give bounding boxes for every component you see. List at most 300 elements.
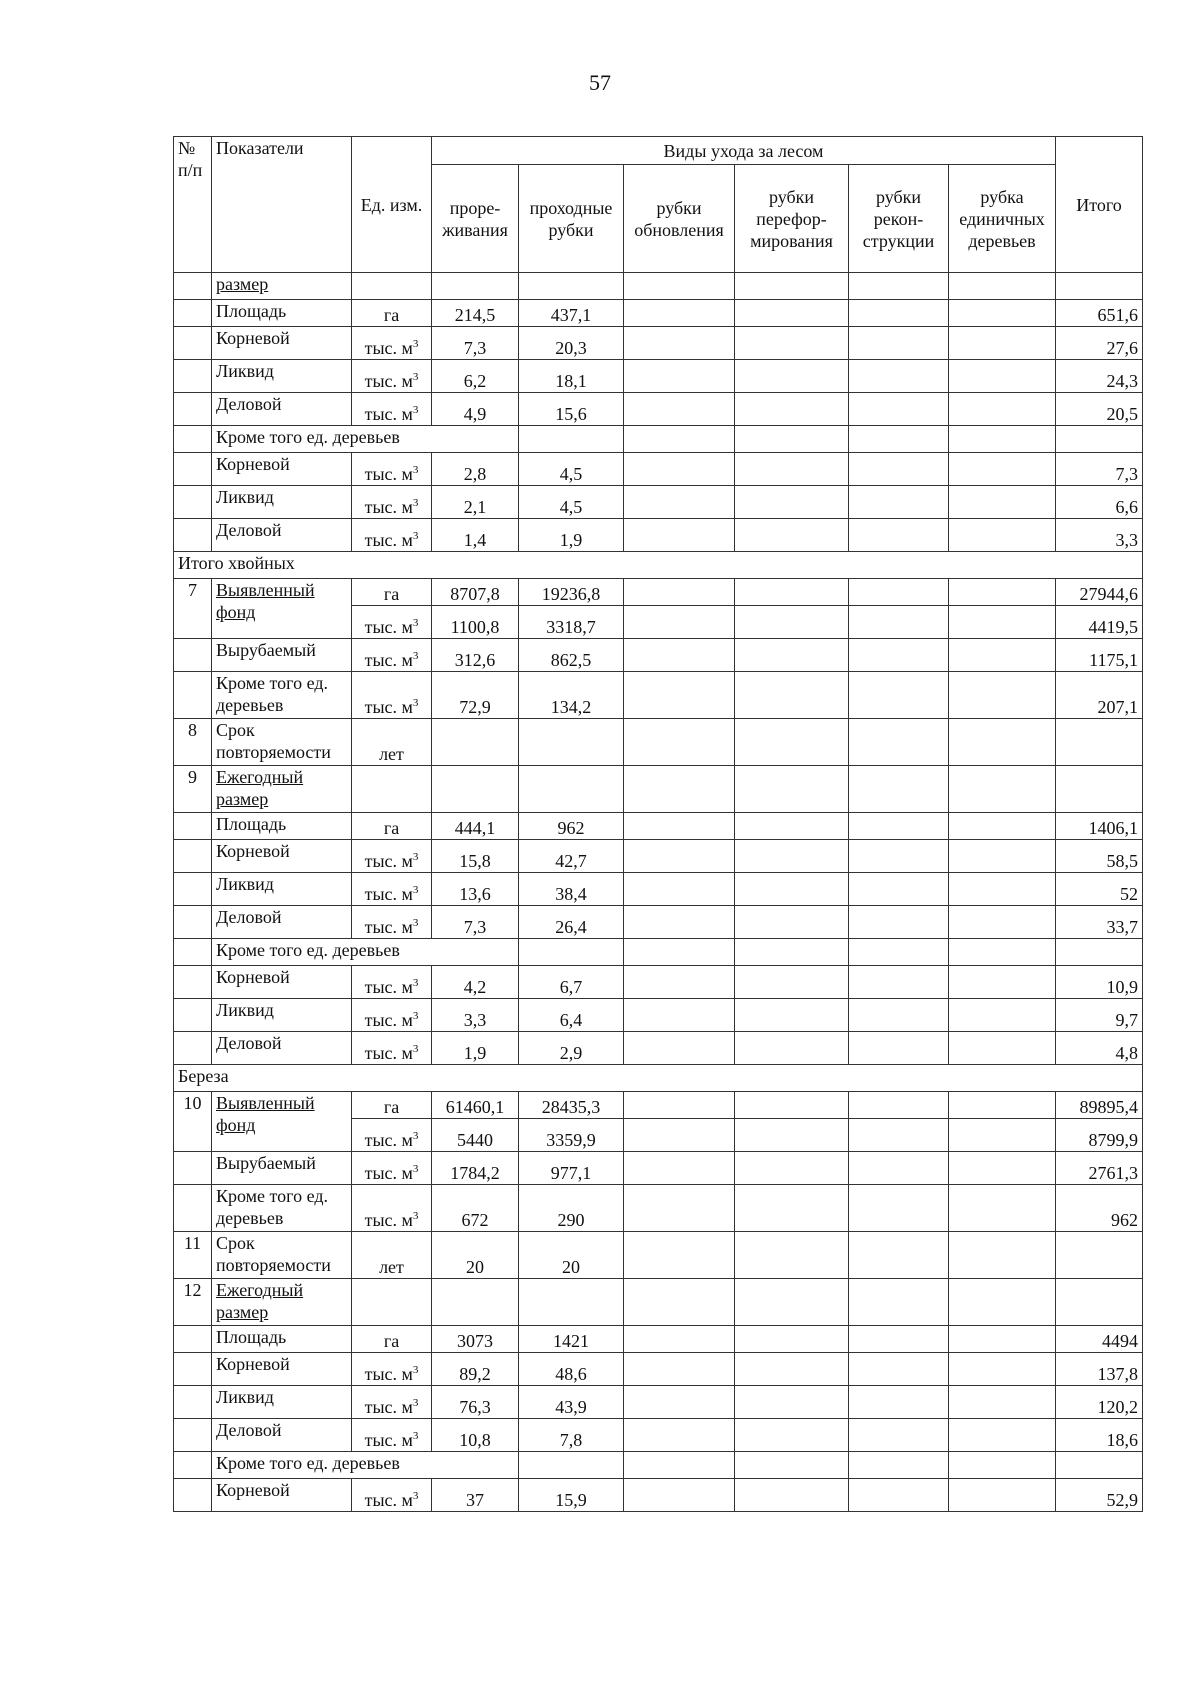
- cell-empty: [735, 1152, 849, 1185]
- header-col-thinning: проре- живания: [432, 165, 519, 273]
- table-row: [174, 519, 1143, 552]
- unit-superscript: 3: [412, 697, 419, 709]
- unit-text: тыс. м: [364, 464, 413, 484]
- row-number: [174, 1419, 212, 1452]
- cell-empty: [849, 999, 949, 1032]
- row-label: Корневой: [212, 1479, 352, 1512]
- cell-empty: [1056, 1452, 1143, 1479]
- cell-empty: [949, 579, 1056, 606]
- cell-empty: [949, 360, 1056, 393]
- cell-empty: [624, 393, 735, 426]
- unit-text: га: [383, 305, 400, 325]
- value-thinning: 89,2: [432, 1353, 519, 1386]
- unit-text: тыс. м: [364, 650, 413, 670]
- row-number: [174, 273, 212, 300]
- cell-empty: [624, 1232, 735, 1279]
- value-pass-cutting: 48,6: [519, 1353, 624, 1386]
- row-number: [174, 1185, 212, 1232]
- cell-empty: [949, 1185, 1056, 1232]
- cell-empty: [735, 453, 849, 486]
- header-unit: Ед. изм.: [352, 137, 432, 273]
- unit-superscript: 3: [412, 530, 419, 542]
- value-thinning: 10,8: [432, 1419, 519, 1452]
- cell-empty: [949, 1032, 1056, 1065]
- unit-cell: [352, 1152, 432, 1185]
- value-pass-cutting: 290: [519, 1185, 624, 1232]
- unit-cell: [352, 1479, 432, 1512]
- value-thinning: 7,3: [432, 906, 519, 939]
- unit-superscript: 3: [412, 1163, 419, 1175]
- row-label: Деловой: [212, 906, 352, 939]
- unit-cell: [352, 840, 432, 873]
- value-pass-cutting: [519, 1279, 624, 1326]
- row-number: 10: [174, 1092, 212, 1152]
- value-total: 120,2: [1056, 1386, 1143, 1419]
- unit-text: тыс. м: [364, 1364, 413, 1384]
- value-pass-cutting: 43,9: [519, 1386, 624, 1419]
- value-thinning: 8707,8: [432, 579, 519, 606]
- value-pass-cutting: 15,6: [519, 393, 624, 426]
- row-label: Вырубаемый: [212, 639, 352, 672]
- cell-empty: [735, 966, 849, 999]
- cell-empty: [949, 1232, 1056, 1279]
- value-pass-cutting: 1,9: [519, 519, 624, 552]
- value-pass-cutting: 862,5: [519, 639, 624, 672]
- unit-cell: [352, 1032, 432, 1065]
- cell-empty: [949, 639, 1056, 672]
- row-label: Кроме того ед. деревьев: [212, 672, 352, 719]
- cell-empty: [949, 906, 1056, 939]
- value-thinning: 2,8: [432, 453, 519, 486]
- table-row: [174, 579, 1143, 606]
- unit-cell: [352, 906, 432, 939]
- cell-empty: [624, 672, 735, 719]
- row-label: Корневой: [212, 453, 352, 486]
- value-thinning: 7,3: [432, 327, 519, 360]
- unit-text: тыс. м: [364, 1010, 413, 1030]
- cell-empty: [735, 873, 849, 906]
- cell-empty: [624, 486, 735, 519]
- unit-text: га: [383, 818, 400, 838]
- cell-empty: [735, 519, 849, 552]
- table-row: [174, 766, 1143, 813]
- table-row: [174, 672, 1143, 719]
- unit-cell: [352, 766, 432, 813]
- cell-empty: [949, 1152, 1056, 1185]
- value-pass-cutting: 437,1: [519, 300, 624, 327]
- value-total: [1056, 719, 1143, 766]
- value-total: 24,3: [1056, 360, 1143, 393]
- cell-empty: [849, 453, 949, 486]
- cell-empty: [735, 1279, 849, 1326]
- page-number: 57: [589, 70, 611, 95]
- value-total: 27,6: [1056, 327, 1143, 360]
- cell-empty: [849, 906, 949, 939]
- table-row: [174, 1185, 1143, 1232]
- row-number: [174, 672, 212, 719]
- row-label: Корневой: [212, 840, 352, 873]
- cell-empty: [849, 1419, 949, 1452]
- cell-empty: [624, 327, 735, 360]
- row-number: [174, 840, 212, 873]
- value-thinning: 61460,1: [432, 1092, 519, 1119]
- unit-text: лет: [379, 1257, 404, 1277]
- row-label: Кроме того ед. деревьев: [212, 1185, 352, 1232]
- value-total: 10,9: [1056, 966, 1143, 999]
- cell-empty: [949, 426, 1056, 453]
- unit-superscript: 3: [412, 617, 419, 629]
- table-row: [174, 1065, 1143, 1092]
- row-number: [174, 999, 212, 1032]
- table-row: [174, 1326, 1143, 1353]
- unit-cell: [352, 1232, 432, 1279]
- value-thinning: 6,2: [432, 360, 519, 393]
- value-thinning: 2,1: [432, 486, 519, 519]
- value-total: 52: [1056, 873, 1143, 906]
- cell-empty: [735, 486, 849, 519]
- unit-cell: [352, 273, 432, 300]
- cell-empty: [849, 1119, 949, 1152]
- cell-empty: [849, 273, 949, 300]
- table-row: [174, 327, 1143, 360]
- row-label: Деловой: [212, 1419, 352, 1452]
- value-total: 89895,4: [1056, 1092, 1143, 1119]
- cell-empty: [849, 327, 949, 360]
- row-number: [174, 1452, 212, 1479]
- cell-empty: [849, 1326, 949, 1353]
- cell-empty: [735, 360, 849, 393]
- cell-empty: [735, 813, 849, 840]
- table-row: [174, 1152, 1143, 1185]
- value-total: 3,3: [1056, 519, 1143, 552]
- cell-empty: [735, 1452, 849, 1479]
- cell-empty: [949, 939, 1056, 966]
- row-number: [174, 1326, 212, 1353]
- row-label: Кроме того ед. деревьев: [212, 939, 519, 966]
- cell-empty: [949, 1353, 1056, 1386]
- cell-empty: [949, 486, 1056, 519]
- cell-empty: [849, 813, 949, 840]
- unit-text: тыс. м: [364, 884, 413, 904]
- row-label: размер: [212, 273, 352, 300]
- cell-empty: [849, 639, 949, 672]
- value-thinning: 3,3: [432, 999, 519, 1032]
- cell-empty: [849, 1232, 949, 1279]
- unit-superscript: 3: [412, 1364, 419, 1376]
- cell-empty: [735, 840, 849, 873]
- cell-empty: [949, 873, 1056, 906]
- unit-cell: [352, 719, 432, 766]
- row-number: [174, 426, 212, 453]
- unit-cell: [352, 1386, 432, 1419]
- row-number: 9: [174, 766, 212, 813]
- row-number: [174, 906, 212, 939]
- unit-cell: [352, 519, 432, 552]
- unit-cell: [352, 327, 432, 360]
- unit-cell: [352, 453, 432, 486]
- row-number: [174, 873, 212, 906]
- row-number: [174, 939, 212, 966]
- cell-empty: [949, 393, 1056, 426]
- cell-empty: [624, 1419, 735, 1452]
- cell-empty: [949, 327, 1056, 360]
- unit-superscript: 3: [412, 1010, 419, 1022]
- row-label: Корневой: [212, 327, 352, 360]
- cell-empty: [624, 1353, 735, 1386]
- cell-empty: [519, 939, 624, 966]
- table-row: [174, 453, 1143, 486]
- row-label: Выявленный фонд: [212, 1092, 352, 1152]
- cell-empty: [949, 300, 1056, 327]
- value-total: 33,7: [1056, 906, 1143, 939]
- cell-empty: [624, 1032, 735, 1065]
- unit-cell: [352, 813, 432, 840]
- row-label: Корневой: [212, 1353, 352, 1386]
- cell-empty: [849, 1353, 949, 1386]
- cell-empty: [1056, 939, 1143, 966]
- cell-empty: [849, 579, 949, 606]
- cell-empty: [624, 1152, 735, 1185]
- value-total: 27944,6: [1056, 579, 1143, 606]
- row-number: [174, 1152, 212, 1185]
- cell-empty: [624, 579, 735, 606]
- cell-empty: [949, 1279, 1056, 1326]
- cell-empty: [849, 672, 949, 719]
- table-row: [174, 719, 1143, 766]
- cell-empty: [735, 273, 849, 300]
- value-thinning: [432, 766, 519, 813]
- unit-text: тыс. м: [364, 1430, 413, 1450]
- cell-empty: [624, 519, 735, 552]
- value-total: 6,6: [1056, 486, 1143, 519]
- table-row: [174, 1452, 1143, 1479]
- cell-empty: [735, 426, 849, 453]
- unit-text: тыс. м: [364, 851, 413, 871]
- value-total: 2761,3: [1056, 1152, 1143, 1185]
- row-label: Ежегодный размер: [212, 1279, 352, 1326]
- cell-empty: [849, 873, 949, 906]
- value-thinning: 37: [432, 1479, 519, 1512]
- cell-empty: [735, 939, 849, 966]
- value-pass-cutting: 18,1: [519, 360, 624, 393]
- cell-empty: [624, 813, 735, 840]
- cell-empty: [735, 327, 849, 360]
- cell-empty: [735, 906, 849, 939]
- table-row: [174, 1386, 1143, 1419]
- cell-empty: [624, 1479, 735, 1512]
- cell-empty: [949, 273, 1056, 300]
- table-row: [174, 273, 1143, 300]
- table-row: [174, 300, 1143, 327]
- value-pass-cutting: 42,7: [519, 840, 624, 873]
- unit-text: лет: [379, 744, 404, 764]
- cell-empty: [849, 1386, 949, 1419]
- cell-empty: [624, 840, 735, 873]
- row-label: Деловой: [212, 519, 352, 552]
- row-label: Ликвид: [212, 873, 352, 906]
- cell-empty: [849, 1452, 949, 1479]
- cell-empty: [949, 999, 1056, 1032]
- cell-empty: [624, 1092, 735, 1119]
- cell-empty: [735, 639, 849, 672]
- value-total: 651,6: [1056, 300, 1143, 327]
- row-number: [174, 453, 212, 486]
- value-thinning: 672: [432, 1185, 519, 1232]
- unit-cell: [352, 1326, 432, 1353]
- value-thinning: 444,1: [432, 813, 519, 840]
- cell-empty: [849, 966, 949, 999]
- value-pass-cutting: 6,4: [519, 999, 624, 1032]
- row-label: Площадь: [212, 1326, 352, 1353]
- unit-superscript: 3: [412, 464, 419, 476]
- cell-empty: [849, 719, 949, 766]
- table-row: [174, 939, 1143, 966]
- value-pass-cutting: 6,7: [519, 966, 624, 999]
- table-row: [174, 426, 1143, 453]
- cell-empty: [949, 1452, 1056, 1479]
- table-row: [174, 813, 1143, 840]
- row-number: [174, 300, 212, 327]
- cell-empty: [949, 672, 1056, 719]
- cell-empty: [849, 1092, 949, 1119]
- cell-empty: [849, 300, 949, 327]
- unit-superscript: 3: [412, 1397, 419, 1409]
- value-total: 58,5: [1056, 840, 1143, 873]
- cell-empty: [949, 1092, 1056, 1119]
- cell-empty: [735, 606, 849, 639]
- row-label: Ликвид: [212, 1386, 352, 1419]
- cell-empty: [735, 1386, 849, 1419]
- cell-empty: [949, 1386, 1056, 1419]
- cell-empty: [735, 1092, 849, 1119]
- table-row: [174, 999, 1143, 1032]
- cell-empty: [624, 999, 735, 1032]
- cell-empty: [735, 1119, 849, 1152]
- unit-superscript: 3: [412, 338, 419, 350]
- value-pass-cutting: 38,4: [519, 873, 624, 906]
- cell-empty: [849, 1279, 949, 1326]
- cell-empty: [849, 426, 949, 453]
- row-number: [174, 519, 212, 552]
- unit-cell: [352, 1185, 432, 1232]
- cell-empty: [735, 1353, 849, 1386]
- header-group: Виды ухода за лесом: [432, 137, 1056, 165]
- table-row: [174, 840, 1143, 873]
- cell-empty: [735, 766, 849, 813]
- row-label: Вырубаемый: [212, 1152, 352, 1185]
- row-label: Деловой: [212, 1032, 352, 1065]
- row-number: [174, 360, 212, 393]
- cell-empty: [949, 453, 1056, 486]
- unit-text: тыс. м: [364, 371, 413, 391]
- value-total: [1056, 766, 1143, 813]
- value-thinning: 312,6: [432, 639, 519, 672]
- value-total: [1056, 1232, 1143, 1279]
- cell-empty: [624, 273, 735, 300]
- unit-cell: [352, 606, 432, 639]
- unit-text: тыс. м: [364, 917, 413, 937]
- value-total: 9,7: [1056, 999, 1143, 1032]
- value-total: 137,8: [1056, 1353, 1143, 1386]
- cell-empty: [735, 1032, 849, 1065]
- row-number: 8: [174, 719, 212, 766]
- cell-empty: [624, 766, 735, 813]
- cell-empty: [849, 1185, 949, 1232]
- unit-cell: [352, 639, 432, 672]
- row-number: 11: [174, 1232, 212, 1279]
- unit-cell: [352, 1279, 432, 1326]
- table-row: [174, 1419, 1143, 1452]
- value-pass-cutting: [519, 273, 624, 300]
- cell-empty: [624, 639, 735, 672]
- value-total: 207,1: [1056, 672, 1143, 719]
- row-number: [174, 1353, 212, 1386]
- unit-text: тыс. м: [364, 1043, 413, 1063]
- value-pass-cutting: 962: [519, 813, 624, 840]
- value-total: 52,9: [1056, 1479, 1143, 1512]
- cell-empty: [624, 966, 735, 999]
- value-pass-cutting: 1421: [519, 1326, 624, 1353]
- value-total: [1056, 1279, 1143, 1326]
- row-label: Ликвид: [212, 999, 352, 1032]
- cell-empty: [624, 906, 735, 939]
- unit-cell: [352, 1119, 432, 1152]
- unit-superscript: 3: [412, 650, 419, 662]
- value-total: 4419,5: [1056, 606, 1143, 639]
- row-label: Выявленный фонд: [212, 579, 352, 639]
- header-total: Итого: [1056, 137, 1143, 273]
- cell-empty: [949, 966, 1056, 999]
- cell-empty: [624, 453, 735, 486]
- header-col-reconstruction: рубки рекон- струкции: [849, 165, 949, 273]
- value-pass-cutting: 2,9: [519, 1032, 624, 1065]
- value-total: 8799,9: [1056, 1119, 1143, 1152]
- value-pass-cutting: 26,4: [519, 906, 624, 939]
- section-title: Береза: [174, 1065, 1143, 1092]
- cell-empty: [849, 1479, 949, 1512]
- row-label: Площадь: [212, 300, 352, 327]
- row-label: Срок повторяемости: [212, 1232, 352, 1279]
- row-label: Деловой: [212, 393, 352, 426]
- cell-empty: [624, 426, 735, 453]
- value-pass-cutting: 3359,9: [519, 1119, 624, 1152]
- table-row: [174, 393, 1143, 426]
- cell-empty: [624, 1326, 735, 1353]
- cell-empty: [735, 719, 849, 766]
- unit-text: тыс. м: [364, 977, 413, 997]
- table-row: [174, 1353, 1143, 1386]
- value-total: 18,6: [1056, 1419, 1143, 1452]
- row-number: [174, 393, 212, 426]
- row-number: [174, 486, 212, 519]
- unit-text: га: [383, 584, 400, 604]
- unit-text: тыс. м: [364, 338, 413, 358]
- value-thinning: 1784,2: [432, 1152, 519, 1185]
- cell-empty: [624, 1185, 735, 1232]
- cell-empty: [949, 1119, 1056, 1152]
- cell-empty: [735, 1479, 849, 1512]
- unit-superscript: 3: [412, 977, 419, 989]
- value-pass-cutting: 28435,3: [519, 1092, 624, 1119]
- value-pass-cutting: 15,9: [519, 1479, 624, 1512]
- cell-empty: [849, 360, 949, 393]
- cell-empty: [519, 426, 624, 453]
- row-label: Срок повторяемости: [212, 719, 352, 766]
- cell-empty: [1056, 426, 1143, 453]
- value-total: [1056, 273, 1143, 300]
- value-thinning: 4,9: [432, 393, 519, 426]
- cell-empty: [949, 1419, 1056, 1452]
